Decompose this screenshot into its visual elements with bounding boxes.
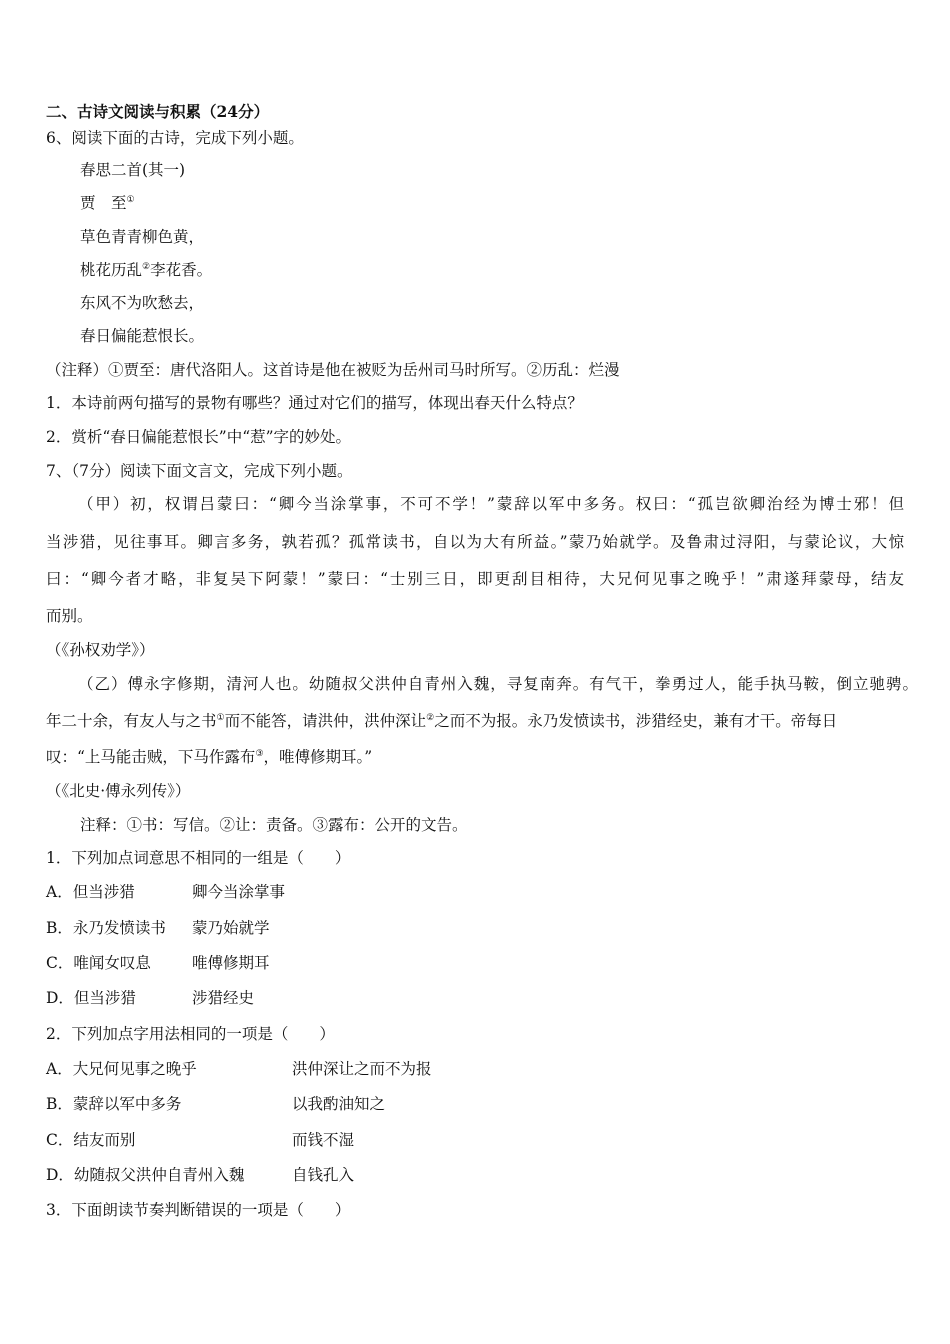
q7-sub2-option-d-pair: 自钱孔入 xyxy=(292,1166,355,1184)
poem-author: 贾 至① xyxy=(80,194,135,212)
footnote-mark: ① xyxy=(126,195,135,205)
passage-notes: 注释：①书：写信。②让：责备。③露布：公开的文告。 xyxy=(80,816,468,834)
poem-title: 春思二首(其一) xyxy=(80,161,186,179)
q7-sub2-option-c-pair: 而钱不湿 xyxy=(292,1131,355,1149)
poem-line-3: 东风不为吹愁去， xyxy=(80,294,205,312)
poem-line-2: 桃花历乱②李花香。 xyxy=(80,261,213,279)
footnote-mark: ② xyxy=(426,713,435,723)
passage-jia-line-2: 当涉猎，见往事耳。卿言多务，孰若孤？孤常读书，自以为大有所益。”蒙乃始就学。及鲁肃过浔阳，与蒙论议，大惊 xyxy=(46,533,904,551)
passage-yi-line-2: 年二十余，有友人与之书①而不能答，请洪仲，洪仲深让②之而不为报。永乃发愤读书，涉猎经史，兼有才干。帝每日 xyxy=(46,712,838,730)
passage-jia-line-3: 曰：“卿今者才略，非复吴下阿蒙！”蒙曰：“士别三日，即更刮目相待，大兄何见事之晚乎！”肃遂拜蒙母，结友 xyxy=(46,570,904,588)
q7-sub1-option-a: A．但当涉猎 xyxy=(46,883,135,901)
passage-jia-source: （《孙权劝学》） xyxy=(46,641,155,659)
q7-sub1-option-a-pair: 卿今当涂掌事 xyxy=(192,883,286,901)
q7-sub1-option-d: D．但当涉猎 xyxy=(46,989,136,1007)
passage-yi-source: （《北史·傅永列传》） xyxy=(46,782,191,800)
q7-sub2-option-b: B．蒙辞以军中多务 xyxy=(46,1095,182,1113)
poem-line-4: 春日偏能惹恨长。 xyxy=(80,327,205,345)
q7-sub2-option-b-pair: 以我酌油知之 xyxy=(292,1095,386,1113)
q6-sub1: 1．本诗前两句描写的景物有哪些？通过对它们的描写，体现出春天什么特点？ xyxy=(46,394,583,412)
poem-annotation: （注释）①贾至：唐代洛阳人。这首诗是他在被贬为岳州司马时所写。②历乱：烂漫 xyxy=(46,361,620,379)
q7-sub1-option-d-pair: 涉猎经史 xyxy=(192,989,255,1007)
q7-sub2-option-a: A．大兄何见事之晚乎 xyxy=(46,1060,197,1078)
q7-sub3-stem: 3．下面朗读节奏判断错误的一项是（ ） xyxy=(46,1201,351,1219)
q7-sub1-option-c-pair: 唯傅修期耳 xyxy=(192,954,270,972)
q6-intro: 6、阅读下面的古诗，完成下列小题。 xyxy=(46,129,304,147)
passage-jia-line-4: 而别。 xyxy=(46,607,93,625)
footnote-mark: ③ xyxy=(255,749,264,759)
passage-yi-line-1: （乙）傅永字修期，清河人也。幼随叔父洪仲自青州入魏，寻复南奔。有气干，拳勇过人，能手执马鞍，倒立驰骋。 xyxy=(78,675,918,693)
section-heading: 二、古诗文阅读与积累（24分） xyxy=(46,102,270,121)
passage-yi-line-3: 叹：“上马能击贼，下马作露布③，唯傅修期耳。” xyxy=(46,748,373,766)
q7-sub2-option-a-pair: 洪仲深让之而不为报 xyxy=(292,1060,432,1078)
q7-intro: 7、（7分）阅读下面文言文，完成下列小题。 xyxy=(46,462,353,480)
q7-sub1-stem: 1．下列加点词意思不相同的一组是（ ） xyxy=(46,849,351,867)
poem-line-1: 草色青青柳色黄， xyxy=(80,228,205,246)
q7-sub2-stem: 2．下列加点字用法相同的一项是（ ） xyxy=(46,1025,335,1043)
footnote-mark: ① xyxy=(216,713,225,723)
passage-jia-line-1: （甲）初，权谓吕蒙曰：“卿今当涂掌事，不可不学！”蒙辞以军中多务。权曰：“孤岂欲卿治经为博士邪！但 xyxy=(78,495,904,513)
footnote-mark: ② xyxy=(142,262,151,272)
q7-sub2-option-d: D．幼随叔父洪仲自青州入魏 xyxy=(46,1166,245,1184)
q7-sub2-option-c: C．结友而别 xyxy=(46,1131,136,1149)
q7-sub1-option-c: C．唯闻女叹息 xyxy=(46,954,151,972)
q6-sub2: 2．赏析“春日偏能惹恨长”中“惹”字的妙处。 xyxy=(46,428,352,446)
q7-sub1-option-b: B．永乃发愤读书 xyxy=(46,919,166,937)
q7-sub1-option-b-pair: 蒙乃始就学 xyxy=(192,919,270,937)
